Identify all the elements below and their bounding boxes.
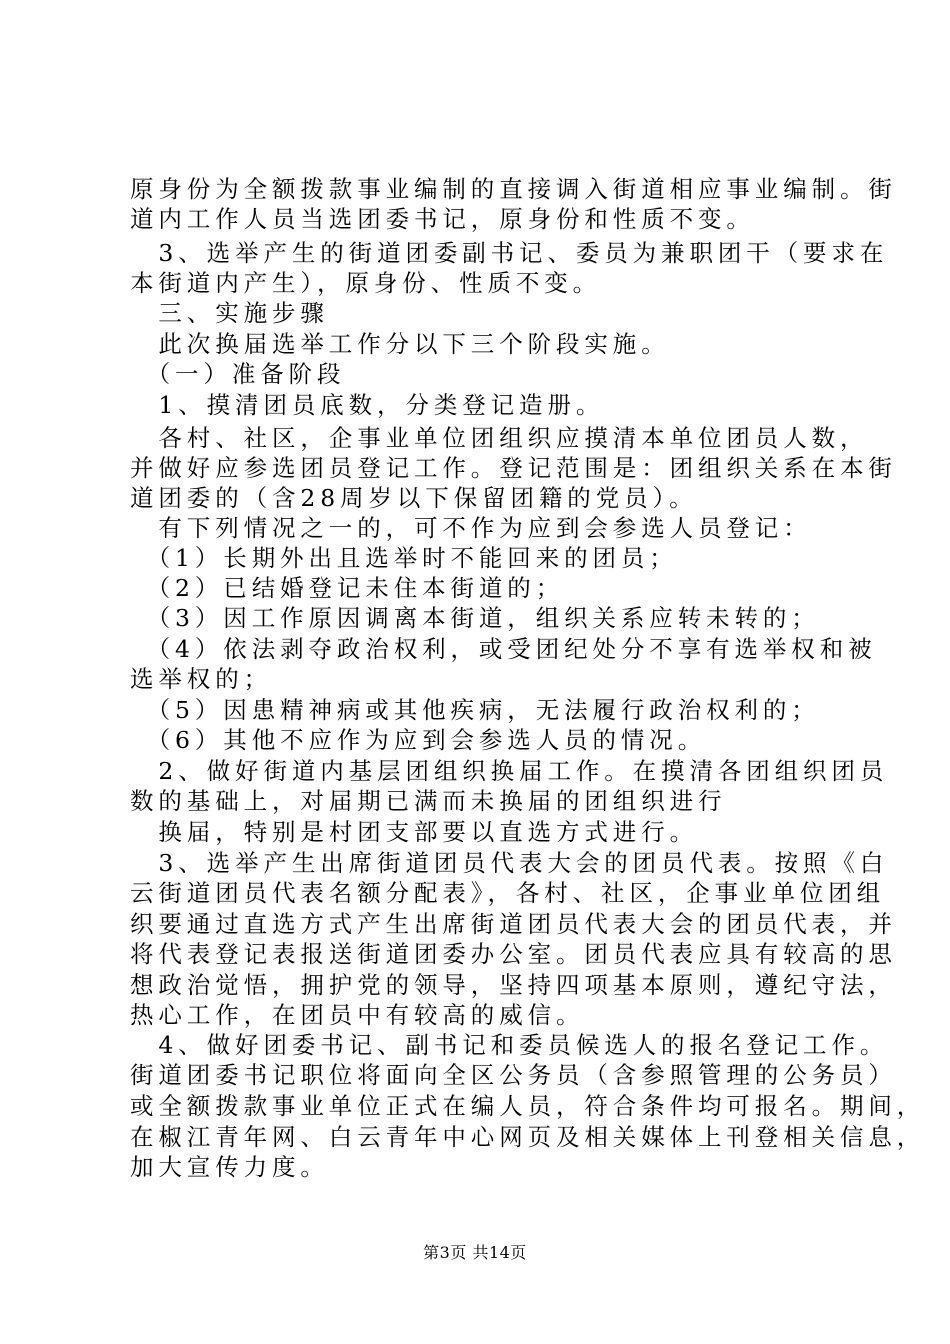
text-line: 加大宣传力度。 xyxy=(130,1153,329,1181)
text-line: 2、做好街道内基层团组织换届工作。在摸清各团组织团员 xyxy=(130,757,889,785)
text-line: 想政治觉悟，拥护党的领导，坚持四项基本原则，遵纪守法， xyxy=(130,971,897,999)
text-line: 选举权的； xyxy=(130,665,272,693)
text-line: 1、摸清团员底数，分类登记造册。 xyxy=(130,391,605,419)
text-line: 4、做好团委书记、副书记和委员候选人的报名登记工作。 xyxy=(130,1031,889,1059)
text-line: 道内工作人员当选团委书记，原身份和性质不变。 xyxy=(130,205,755,233)
text-line: 道团委的（含28周岁以下保留团籍的党员）。 xyxy=(130,484,698,512)
text-line: 原身份为全额拨款事业编制的直接调入街道相应事业编制。街 xyxy=(130,175,897,203)
list-item: （3）因工作原因调离本街道，组织关系应转未转的； xyxy=(130,604,820,632)
text-line: 3、选举产生出席街道团员代表大会的团员代表。按照《白 xyxy=(130,849,889,877)
text-line: 此次换届选举工作分以下三个阶段实施。 xyxy=(130,330,670,358)
text-line: 有下列情况之一的，可不作为应到会参选人员登记： xyxy=(130,514,812,542)
text-line: 3、选举产生的街道团委副书记、委员为兼职团干（要求在 xyxy=(130,239,889,267)
text-line: 数的基础上，对届期已满而未换届的团组织进行 xyxy=(130,787,727,815)
list-item: （6）其他不应作为应到会参选人员的情况。 xyxy=(130,726,707,754)
list-item: （2）已结婚登记未住本街道的； xyxy=(130,574,565,602)
text-line: 或全额拨款事业单位正式在编人员，符合条件均可报名。期间， xyxy=(130,1092,926,1120)
text-line: 在椒江青年网、白云青年中心网页及相关媒体上刊登相关信息， xyxy=(130,1123,926,1151)
page-number-footer: 第3页 共14页 xyxy=(423,1243,527,1262)
text-line: 将代表登记表报送街道团委办公室。团员代表应具有较高的思 xyxy=(130,940,897,968)
text-line: 并做好应参选团员登记工作。登记范围是：团组织关系在本街 xyxy=(130,454,897,482)
list-item: （5）因患精神病或其他疾病，无法履行政治权利的； xyxy=(130,696,820,724)
text-line: 织要通过直选方式产生出席街道团员代表大会的团员代表，并 xyxy=(130,910,897,938)
subsection-heading: （一）准备阶段 xyxy=(130,360,346,388)
text-line: 本街道内产生），原身份、性质不变。 xyxy=(130,269,602,297)
section-heading: 三、实施步骤 xyxy=(130,299,329,327)
list-item: （1）长期外出且选举时不能回来的团员； xyxy=(130,544,678,572)
text-line: 街道团委书记职位将面向全区公务员（含参照管理的公务员） xyxy=(130,1061,897,1089)
text-line: 云街道团员代表名额分配表》，各村、社区，企事业单位团组 xyxy=(130,879,886,907)
text-line: 换届，特别是村团支部要以直选方式进行。 xyxy=(130,818,698,846)
text-line: 各村、社区，企事业单位团组织应摸清本单位团员人数， xyxy=(130,424,869,452)
text-line: 热心工作，在团员中有较高的威信。 xyxy=(130,1001,585,1029)
list-item: （4）依法剥夺政治权利，或受团纪处分不享有选举权和被 xyxy=(130,635,877,663)
